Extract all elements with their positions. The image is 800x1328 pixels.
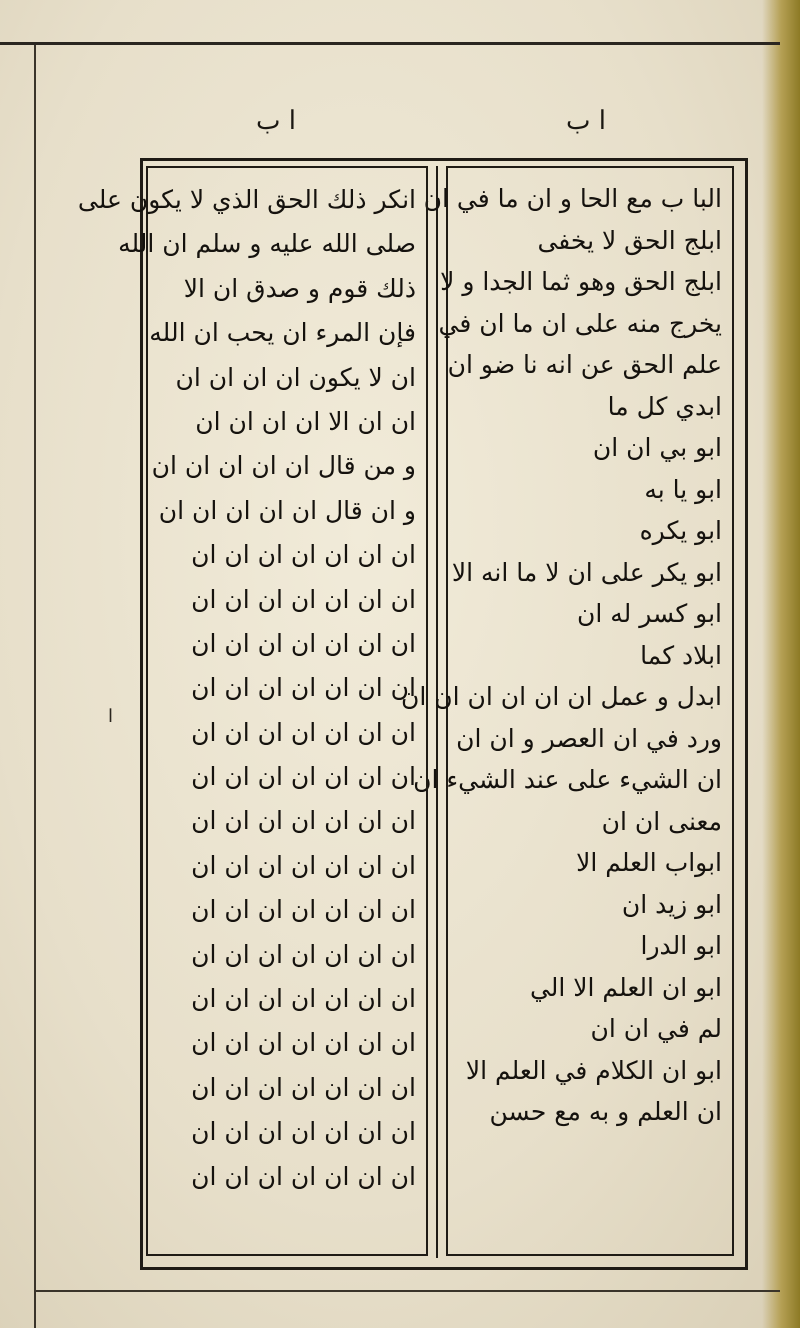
text-line: انكر ذلك الحق الذي لا يكون على <box>77 185 416 214</box>
text-line: ذلك قوم و صدق ان الا <box>183 273 416 303</box>
text-line: ابو ان العلم الا الي <box>529 972 722 1002</box>
text-line: ان ان ان ان ان ان ان <box>191 717 416 747</box>
text-line: ان ان ان ان ان ان ان <box>191 1161 416 1191</box>
page-edge-shadow <box>762 0 800 1328</box>
text-line: ان ان ان ان ان ان ان <box>191 673 416 703</box>
text-line: ان ان ان ان ان ان ان <box>191 1072 416 1102</box>
text-line: ان لا يكون ان ان ان ان <box>175 362 416 392</box>
text-line: ابدي كل ما <box>607 391 722 421</box>
right-text-column <box>401 166 734 1256</box>
text-line: و من قال ان ان ان ان ان <box>151 451 416 481</box>
top-rule <box>0 42 780 45</box>
text-line: معنى ان ان <box>601 806 722 836</box>
text-line: ان ان ان ان ان ان ان <box>191 806 416 836</box>
left-text-column <box>77 166 428 1256</box>
bottom-rule <box>34 1290 780 1292</box>
text-line: ابو ان الكلام في العلم الا <box>465 1055 722 1085</box>
text-line: ابو الدرا <box>640 931 722 960</box>
text-line: و ان قال ان ان ان ان ان <box>158 495 416 525</box>
text-line: ابلج الحق لا يخفى <box>537 225 722 255</box>
text-line: ورد في ان العصر و ان ان <box>456 723 722 753</box>
text-line: ابو يا به <box>644 474 722 504</box>
text-line: ابو زيد ان <box>621 889 722 919</box>
text-line: ابلج الحق وهو ثما الجدا و لا <box>440 267 722 296</box>
text-line: ابو بي ان ان <box>592 433 722 462</box>
margin-note: ا <box>108 706 114 727</box>
text-line: ان ان ان ان ان ان ان <box>191 1028 416 1058</box>
text-line: ان ان ان ان ان ان ان <box>191 895 416 925</box>
text-line: ان ان ان ان ان ان ان <box>191 850 416 880</box>
text-line: علم الحق عن انه نا ضو ان <box>447 350 722 379</box>
text-line: لم في ان ان <box>590 1014 722 1043</box>
text-line: ان ان ان ان ان ان ان <box>191 584 416 614</box>
text-line: ان ان ان ان ان ان ان <box>191 540 416 570</box>
text-line: ان ان الا ان ان ان ان <box>195 406 416 436</box>
text-line: ابو يكره <box>639 516 722 545</box>
text-line: ان الشيء على عند الشيء ان <box>413 765 722 794</box>
left-rule <box>34 45 36 1328</box>
text-line: يخرج منه على ان ما ان في <box>438 308 722 338</box>
text-line: ان ان ان ان ان ان ان <box>191 939 416 969</box>
text-line: البا ب مع الحا و ان ما في ان <box>423 184 722 213</box>
text-line: ابو يكر على ان لا ما انه الا <box>451 557 722 587</box>
header-right-label: ا ب <box>566 106 606 136</box>
header-left-label: ا ب <box>256 106 296 136</box>
text-line: ابواب العلم الا <box>576 848 722 877</box>
text-line: فإن المرء ان يحب ان الله <box>149 318 416 348</box>
text-line: صلى الله عليه و سلم ان الله <box>118 229 416 259</box>
text-line: ان ان ان ان ان ان ان <box>191 628 416 658</box>
text-line: ابلاد كما <box>640 640 722 670</box>
text-line: ان ان ان ان ان ان ان <box>191 762 416 792</box>
text-line: ابو كسر له ان <box>577 599 722 628</box>
text-line: ان ان ان ان ان ان ان <box>191 984 416 1014</box>
text-line: ان العلم و به مع حسن <box>489 1097 722 1126</box>
text-line: ابدل و عمل ان ان ان ان ان ان <box>401 682 722 711</box>
text-line: ان ان ان ان ان ان ان <box>191 1117 416 1147</box>
